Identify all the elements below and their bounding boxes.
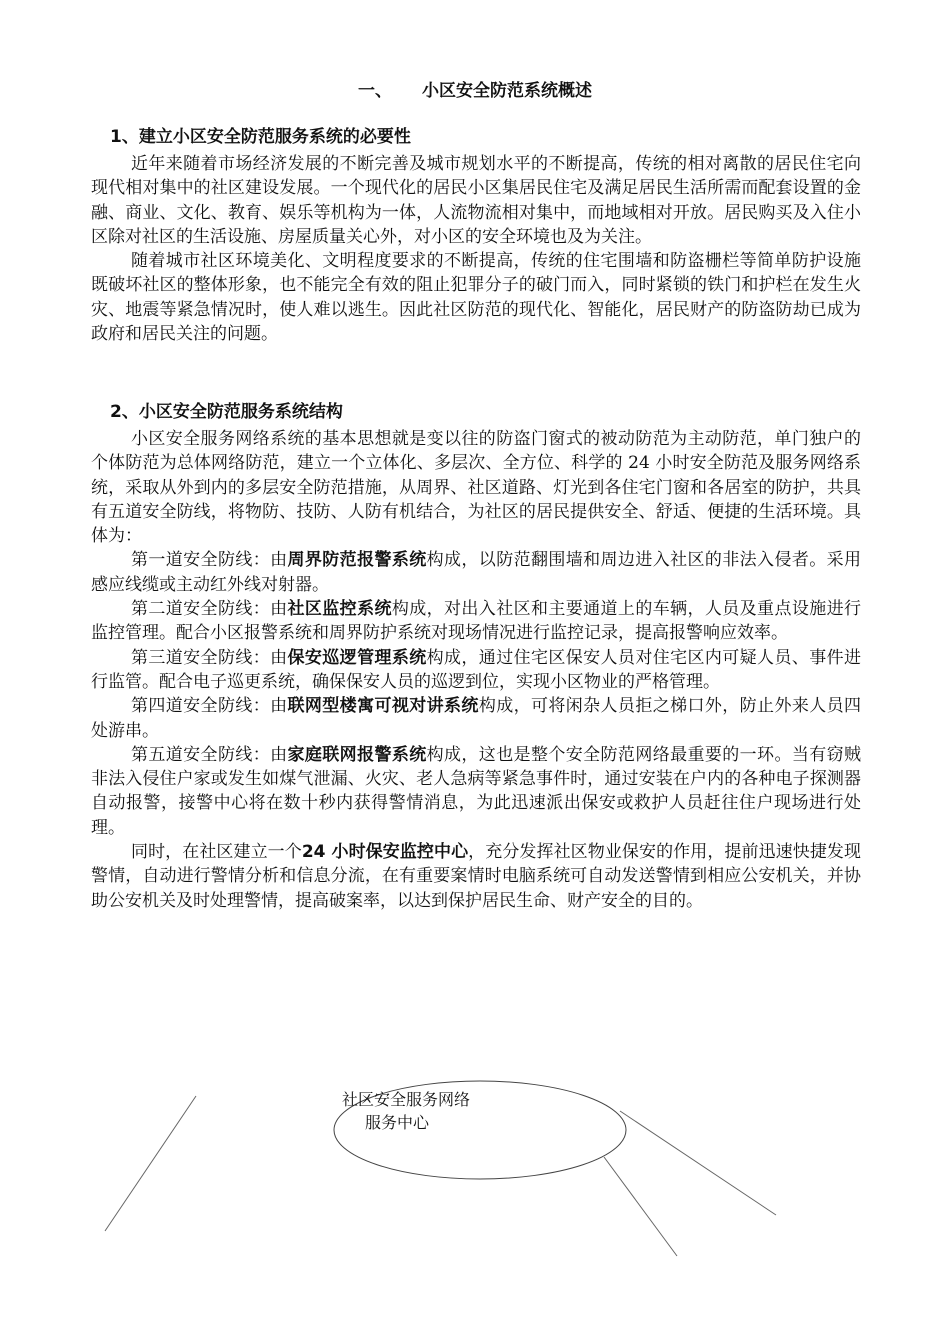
title-number: 一、: [358, 81, 392, 101]
network-diagram: [0, 1070, 950, 1344]
defense-system-name: 周界防范报警系统: [287, 550, 427, 571]
defense-line-5: 第五道安全防线：由家庭联网报警系统构成，这也是整个安全防范网络最重要的一环。当有窃贼非法入侵住户家或发生如煤气泄漏、火灾、老人急病等紧急事件时，通过安装在户内的各种电子探测器自动报警，接警中心将在数十秒内获得警情消息，为此迅速派出保安或救护人员赶往住户现场进行处理。: [91, 744, 862, 838]
monitoring-center-name: 24 小时保安监控中心: [301, 842, 469, 863]
section1-paragraph-2: 随着城市社区环境美化、文明程度要求的不断提高，传统的住宅围墙和防盗栅栏等简单防护设施既破坏社区的整体形象，也不能完全有效的阻止犯罪分子的破门而入，同时紧锁的铁门和护栏在发生火灾、地震等紧急情况时，使人难以逃生。因此社区防范的现代化、智能化，居民财产的防盗防劫已成为政府和居民关注的问题。: [91, 251, 861, 345]
defense-system-name: 联网型楼寓可视对讲系统: [287, 696, 479, 717]
connector-line-down: [604, 1157, 677, 1256]
defense-system-name: 社区监控系统: [287, 599, 392, 620]
defense-system-name: 家庭联网报警系统: [287, 744, 427, 765]
page-title: [0, 76, 950, 101]
section1-body: [91, 152, 861, 346]
defense-line-2: 第二道安全防线：由社区监控系统构成，对出入社区和主要通道上的车辆，人员及重点设施进行监控管理。配合小区报警系统和周界防护系统对现场情况进行监控记录，提高报警响应效率。: [91, 599, 862, 644]
section2-intro: 小区安全服务网络系统的基本思想就是变以往的防盗门窗式的被动防范为主动防范，单门独户的个体防范为总体网络防范，建立一个立体化、多层次、全方位、科学的 24 小时安全防范及服务网络系统，采取从外到内的多层安全防范措施，从周界、社区道路、灯光到各住宅门窗和各居室的防护，共具有五道安全防线，将物防、技防、人防有机结合，为社区的居民提供安全、舒适、便捷的生活环境。具体为：: [91, 429, 861, 547]
connector-line-right: [620, 1111, 776, 1215]
service-center-label-line2: 服务中心: [365, 1113, 430, 1132]
section2-body: [91, 427, 861, 913]
service-center-label-line1: 社区安全服务网络: [342, 1090, 471, 1109]
section1-heading: 1、建立小区安全防范服务系统的必要性: [110, 127, 411, 147]
defense-system-name: 保安巡逻管理系统: [287, 647, 427, 668]
title-text: 小区安全防范系统概述: [422, 81, 592, 101]
connector-line-left: [105, 1096, 196, 1231]
defense-line-3: 第三道安全防线：由保安巡逻管理系统构成，通过住宅区保安人员对住宅区内可疑人员、事件进行监管。配合电子巡更系统，确保保安人员的巡逻到位，实现小区物业的严格管理。: [91, 647, 862, 692]
section2-heading: 2、小区安全防范服务系统结构: [110, 402, 343, 422]
monitoring-center-paragraph: 同时，在社区建立一个24 小时保安监控中心，充分发挥社区物业保安的作用，提前迅速快捷发现警情，自动进行警情分析和信息分流，在有重要案情时电脑系统可自动发送警情到相应公安机关，并协助公安机关及时处理警情，提高破案率，以达到保护居民生命、财产安全的目的。: [91, 842, 862, 911]
defense-line-1: 第一道安全防线：由周界防范报警系统构成，以防范翻围墙和周边进入社区的非法入侵者。采用感应线缆或主动红外线对射器。: [91, 550, 862, 595]
defense-line-4: 第四道安全防线：由联网型楼寓可视对讲系统构成，可将闲杂人员拒之梯口外，防止外来人员四处游串。: [91, 696, 862, 741]
section1-paragraph-1: 近年来随着市场经济发展的不断完善及城市规划水平的不断提高，传统的相对离散的居民住宅向现代相对集中的社区建设发展。一个现代化的居民小区集居民住宅及满足居民生活所需而配套设置的金融、商业、文化、教育、娱乐等机构为一体，人流物流相对集中，而地域相对开放。居民购买及入住小区除对社区的生活设施、房屋质量关心外，对小区的安全环境也及为关注。: [91, 154, 861, 247]
